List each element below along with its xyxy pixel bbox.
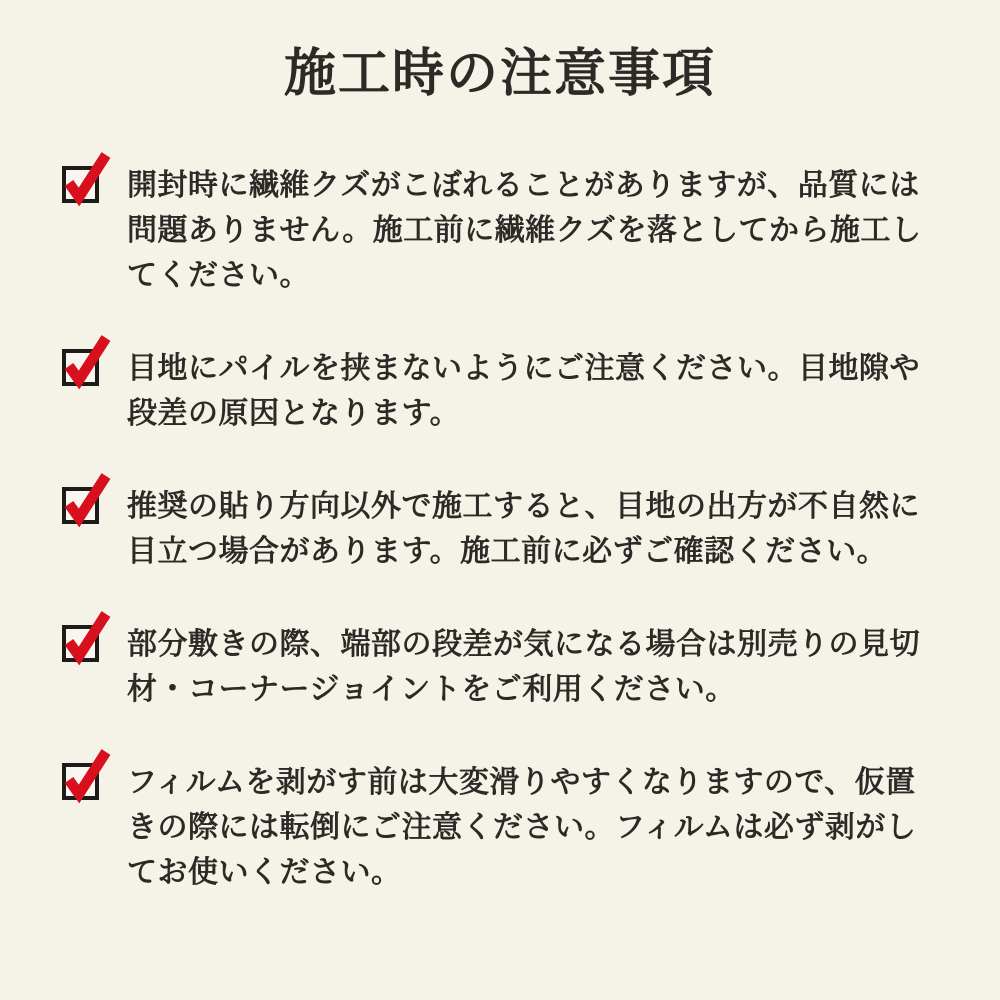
checked-checkbox-icon [62, 473, 108, 525]
checklist-item-text: 目地にパイルを挟まないようにご注意ください。目地隙や段差の原因となります。 [127, 352, 920, 430]
checklist-item-text: フィルムを剥がす前は大変滑りやすくなりますので、仮置きの際には転倒にご注意ください。フィルムは必ず剥がしてお使いください。 [127, 766, 917, 889]
checked-checkbox-icon [62, 335, 108, 387]
checklist [62, 163, 938, 895]
checklist-item-text: 推奨の貼り方向以外で施工すると、目地の出方が不自然に目立つ場合があります。施工前に必ずご確認ください。 [127, 490, 920, 568]
checklist-item [62, 163, 938, 298]
page-title: 施工時の注意事項 [283, 45, 716, 103]
checklist-item [62, 346, 938, 436]
checked-checkbox-icon [62, 611, 108, 663]
checklist-item [62, 622, 938, 712]
checklist-item [62, 484, 938, 574]
checked-checkbox-icon [62, 152, 108, 204]
checklist-item-text: 開封時に繊維クズがこぼれることがありますが、品質には問題ありません。施工前に繊維クズを落としてから施工してください。 [127, 169, 922, 292]
checked-checkbox-icon [62, 749, 108, 801]
checklist-item-text: 部分敷きの際、端部の段差が気になる場合は別売りの見切材・コーナージョイントをご利用ください。 [127, 628, 920, 706]
checklist-item [62, 760, 938, 895]
